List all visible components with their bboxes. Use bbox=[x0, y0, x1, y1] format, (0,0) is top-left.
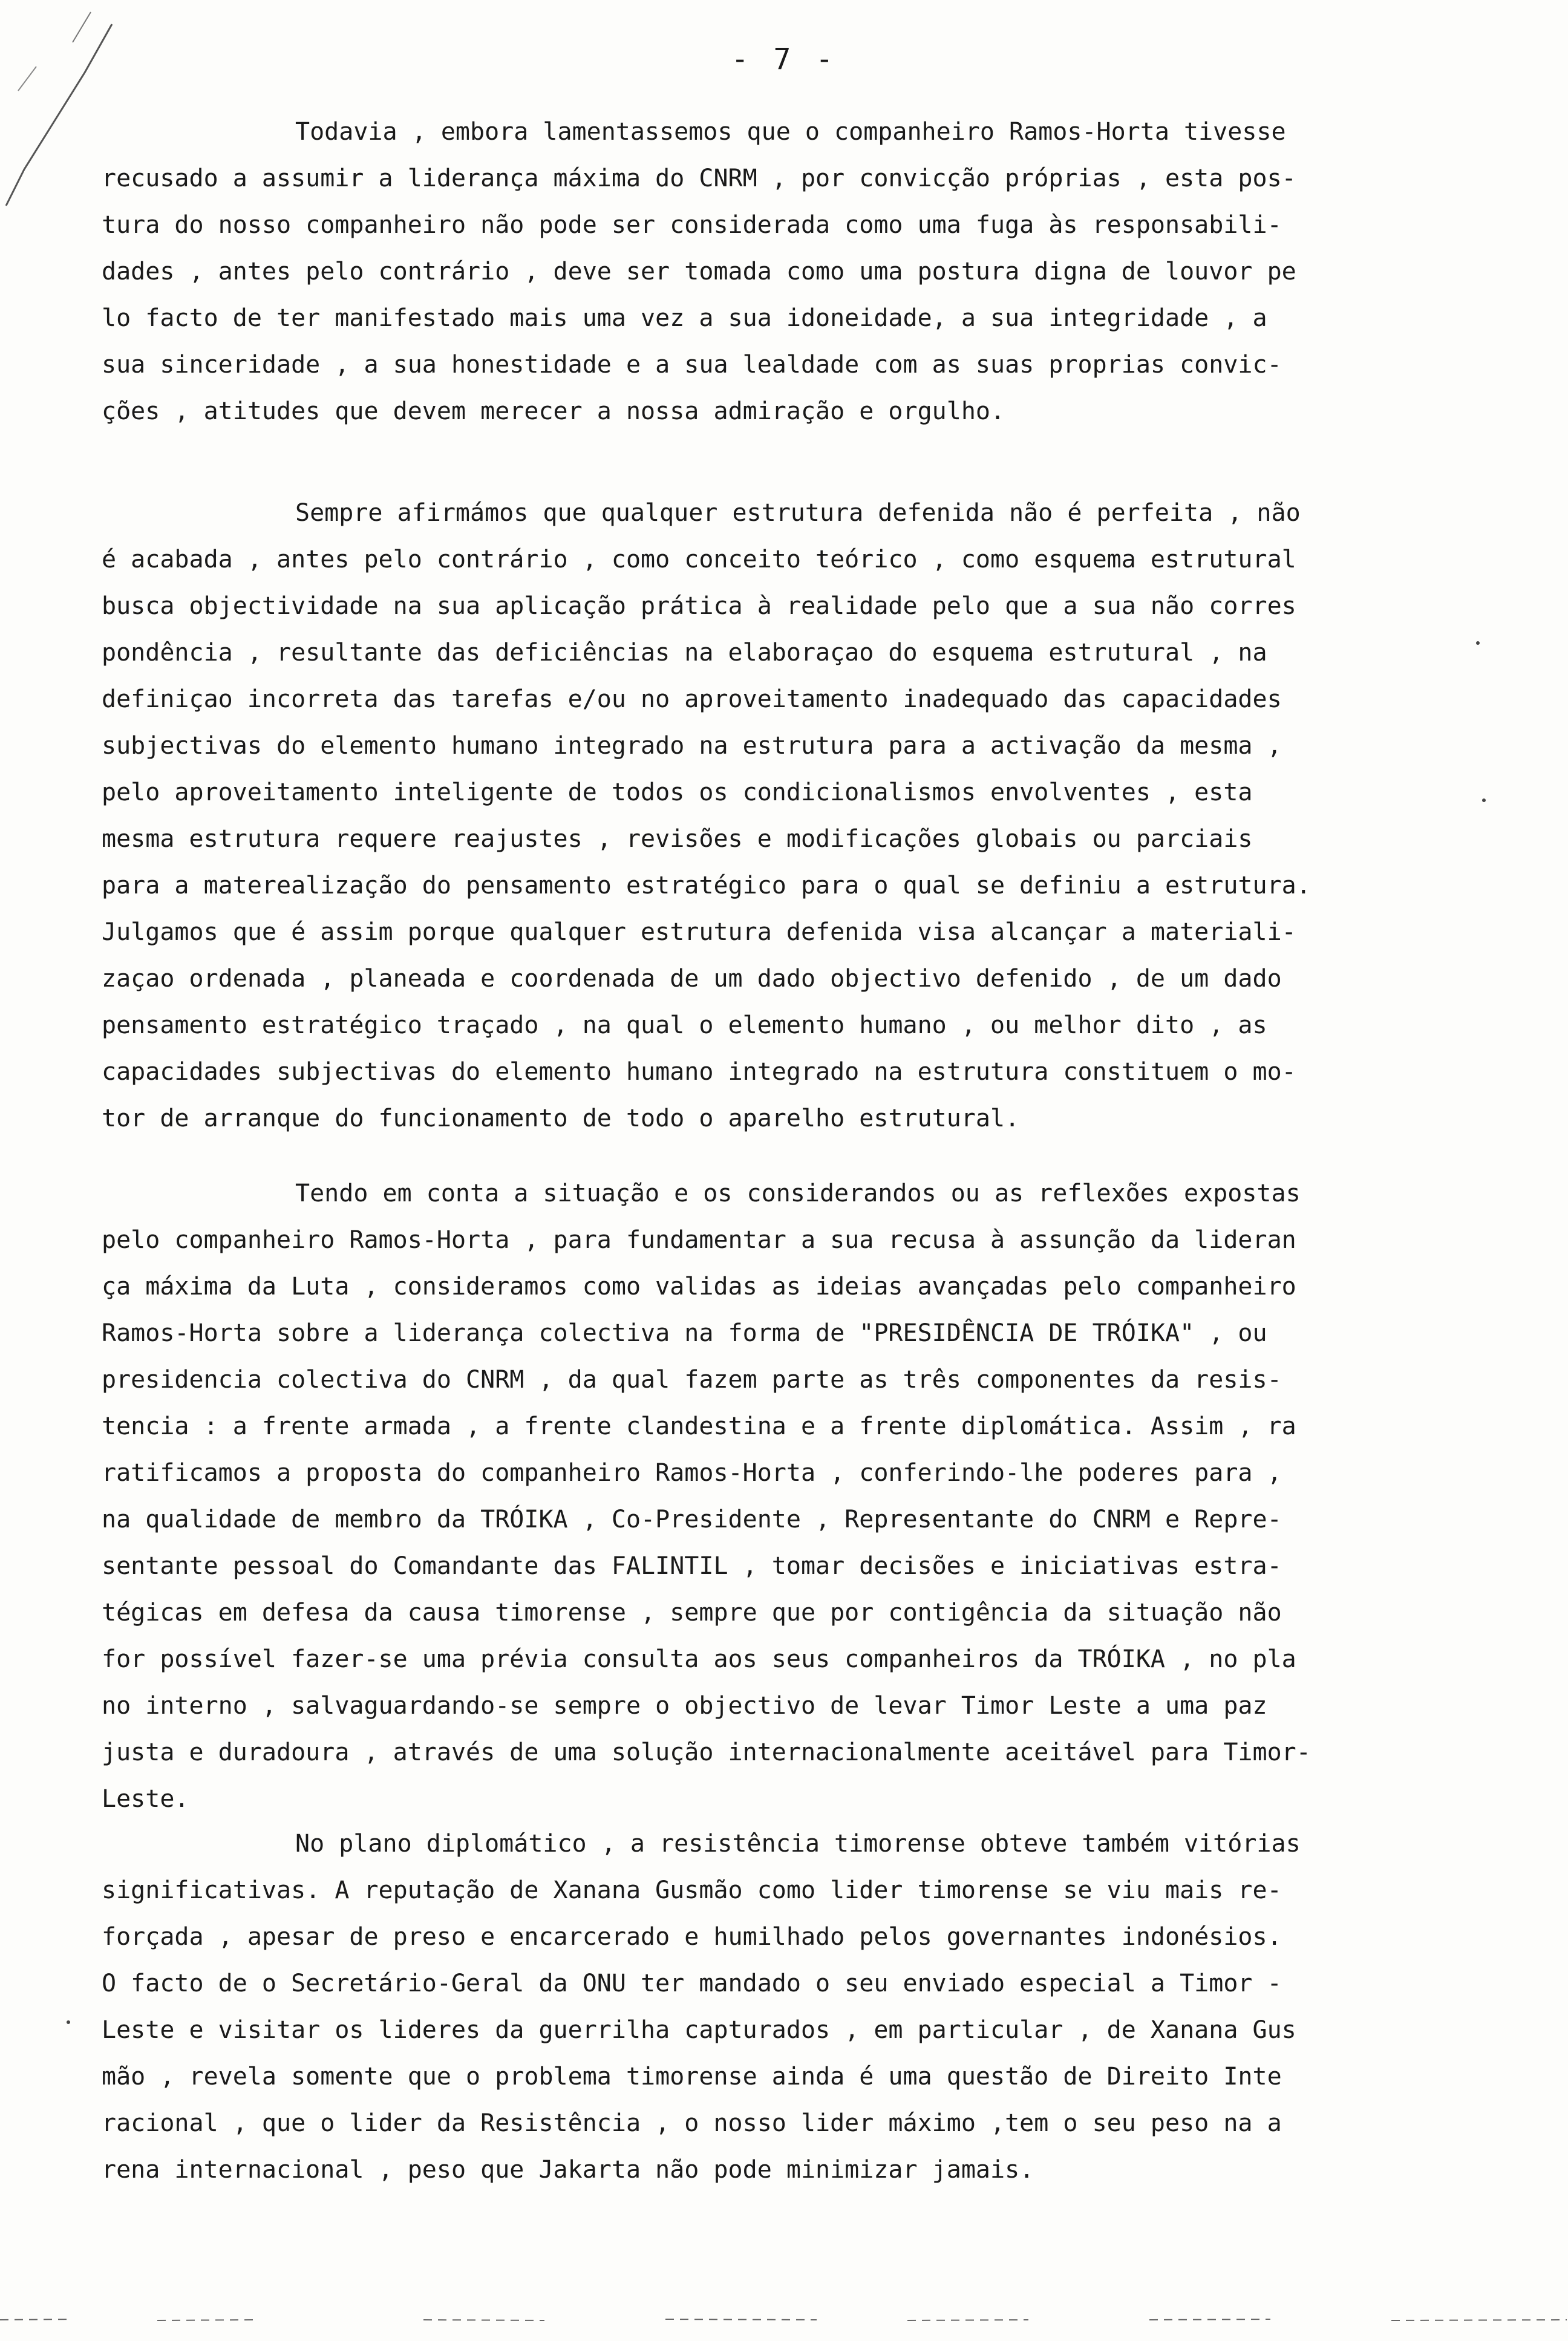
text-line: significativas. A reputação de Xanana Gusmão como lider timorense se viu mais re- bbox=[102, 1876, 1282, 1904]
text-line: no interno , salvaguardando-se sempre o objectivo de levar Timor Leste a uma paz bbox=[102, 1692, 1267, 1720]
text-line: ratificamos a proposta do companheiro Ramos-Horta , conferindo-lhe poderes para , bbox=[102, 1459, 1282, 1487]
text-line: forçada , apesar de preso e encarcerado e humilhado pelos governantes indonésios. bbox=[102, 1923, 1282, 1951]
text-line: tencia : a frente armada , a frente clandestina e a frente diplomática. Assim , ra bbox=[102, 1412, 1296, 1440]
text-line: racional , que o lider da Resistência , o nosso lider máximo ,tem o seu peso na a bbox=[102, 2109, 1282, 2137]
text-line: O facto de o Secretário-Geral da ONU ter mandado o seu enviado especial a Timor - bbox=[102, 1970, 1282, 1997]
text-line: tégicas em defesa da causa timorense , sempre que por contigência da situação não bbox=[102, 1599, 1282, 1627]
text-line: pelo companheiro Ramos-Horta , para fundamentar a sua recusa à assunção da lideran bbox=[102, 1226, 1296, 1254]
text-line: ções , atitudes que devem merecer a nossa admiração e orgulho. bbox=[102, 397, 1005, 425]
text-line: definiçao incorreta das tarefas e/ou no aproveitamento inadequado das capacidades bbox=[102, 685, 1282, 713]
page-number: - 7 - bbox=[731, 42, 837, 76]
text-line: Leste. bbox=[102, 1785, 189, 1813]
text-line: for possível fazer-se uma prévia consulta aos seus companheiros da TRÓIKA , no pla bbox=[102, 1645, 1296, 1673]
text-line: No plano diplomático , a resistência timorense obteve também vitórias bbox=[295, 1830, 1301, 1858]
text-line: na qualidade de membro da TRÓIKA , Co-Presidente , Representante do CNRM e Repre- bbox=[102, 1506, 1282, 1533]
margin-speck bbox=[1482, 798, 1486, 802]
text-line: recusado a assumir a liderança máxima do CNRM , por convicção próprias , esta pos- bbox=[102, 165, 1296, 192]
text-line: presidencia colectiva do CNRM , da qual fazem parte as três componentes da resis- bbox=[102, 1366, 1282, 1394]
text-line: para a materealização do pensamento estratégico para o qual se definiu a estrutura. bbox=[102, 872, 1311, 900]
text-line: Leste e visitar os lideres da guerrilha capturados , em particular , de Xanana Gus bbox=[102, 2016, 1296, 2044]
paragraph-3 bbox=[102, 1170, 1451, 1823]
text-line: é acabada , antes pelo contrário , como conceito teórico , como esquema estrutural bbox=[102, 546, 1296, 573]
text-line: mesma estrutura requere reajustes , revisões e modificações globais ou parciais bbox=[102, 825, 1253, 853]
text-line: busca objectividade na sua aplicação prática à realidade pelo que a sua não corres bbox=[102, 592, 1296, 620]
text-line: Todavia , embora lamentassemos que o companheiro Ramos-Horta tivesse bbox=[295, 118, 1286, 146]
text-line: subjectivas do elemento humano integrado na estrutura para a activação da mesma , bbox=[102, 732, 1282, 760]
text-line: rena internacional , peso que Jakarta não pode minimizar jamais. bbox=[102, 2156, 1034, 2184]
scan-bottom-edge bbox=[0, 2317, 1568, 2323]
text-line: sentante pessoal do Comandante das FALINTIL , tomar decisões e iniciativas estra- bbox=[102, 1552, 1282, 1580]
margin-speck bbox=[67, 2020, 70, 2024]
text-line: Tendo em conta a situação e os considerandos ou as reflexões expostas bbox=[295, 1180, 1301, 1207]
text-line: Julgamos que é assim porque qualquer estrutura defenida visa alcançar a materiali- bbox=[102, 918, 1296, 946]
margin-speck bbox=[1476, 641, 1480, 645]
text-line: dades , antes pelo contrário , deve ser tomada como uma postura digna de louvor pe bbox=[102, 258, 1296, 286]
text-line: ça máxima da Luta , consideramos como validas as ideias avançadas pelo companheiro bbox=[102, 1273, 1296, 1301]
paragraph-2 bbox=[102, 490, 1451, 1142]
text-line: justa e duradoura , através de uma solução internacionalmente aceitável para Timor- bbox=[102, 1739, 1311, 1766]
paragraph-1 bbox=[102, 109, 1451, 435]
paragraph-4 bbox=[102, 1821, 1451, 2193]
text-line: pelo aproveitamento inteligente de todos os condicionalismos envolventes , esta bbox=[102, 779, 1253, 806]
text-line: tura do nosso companheiro não pode ser considerada como uma fuga às responsabili- bbox=[102, 211, 1282, 239]
text-line: Sempre afirmámos que qualquer estrutura defenida não é perfeita , não bbox=[295, 499, 1301, 527]
text-line: sua sinceridade , a sua honestidade e a sua lealdade com as suas proprias convic- bbox=[102, 351, 1282, 379]
text-line: zaçao ordenada , planeada e coordenada de um dado objectivo defenido , de um dado bbox=[102, 965, 1282, 993]
text-line: Ramos-Horta sobre a liderança colectiva na forma de "PRESIDÊNCIA DE TRÓIKA" , ou bbox=[102, 1319, 1267, 1347]
text-line: tor de arranque do funcionamento de todo o aparelho estrutural. bbox=[102, 1105, 1020, 1132]
text-line: mão , revela somente que o problema timorense ainda é uma questão de Direito Inte bbox=[102, 2063, 1282, 2091]
text-line: pensamento estratégico traçado , na qual o elemento humano , ou melhor dito , as bbox=[102, 1011, 1267, 1039]
text-line: capacidades subjectivas do elemento humano integrado na estrutura constituem o mo- bbox=[102, 1058, 1296, 1086]
text-line: lo facto de ter manifestado mais uma vez a sua idoneidade, a sua integridade , a bbox=[102, 304, 1267, 332]
text-line: pondência , resultante das deficiências na elaboraçao do esquema estrutural , na bbox=[102, 639, 1267, 667]
